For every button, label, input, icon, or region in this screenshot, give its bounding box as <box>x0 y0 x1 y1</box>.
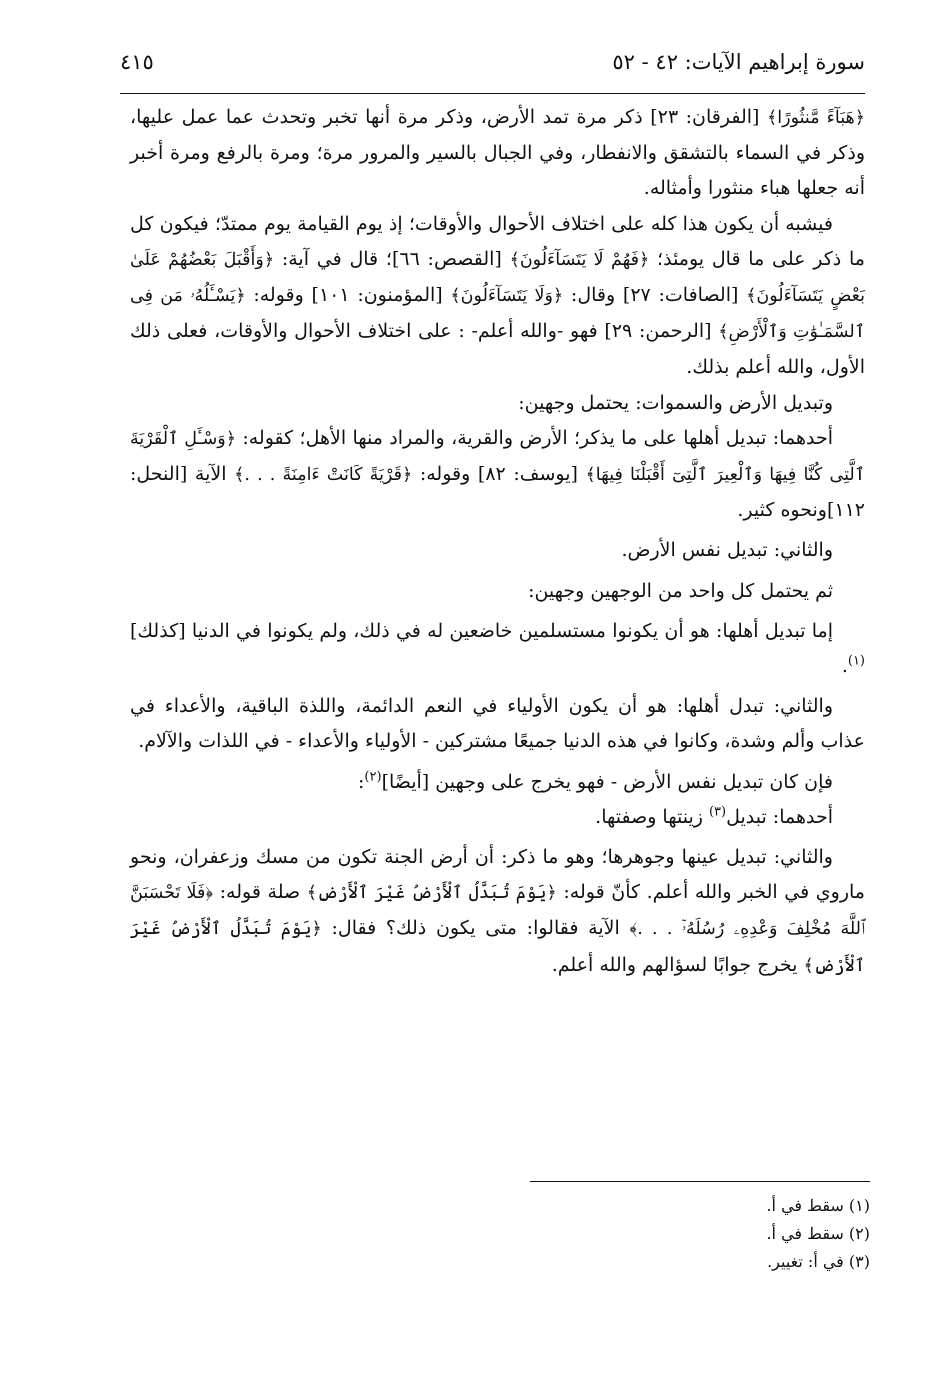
quran-quote: ﴿فَهُمْ لَا يَتَسَآءَلُونَ﴾ <box>509 249 650 270</box>
footnote-rule <box>530 1181 870 1182</box>
quran-quote: ﴿يَوْمَ تُبَدَّلُ ٱلْأَرْضُ غَيْرَ ٱلْأَرْضِ﴾ <box>130 919 865 976</box>
footnote-marker: (٣) <box>708 804 727 820</box>
text-run: فإن كان تبديل نفس الأرض - فهو يخرج على وجهين [أيضًا] <box>381 770 833 793</box>
footnote: (١) سقط في أ. <box>766 1196 870 1215</box>
text-run: أحدهما: تبديل <box>726 805 833 828</box>
text-run: يخرج جوابًا لسؤالهم والله أعلم. <box>551 953 804 976</box>
quran-quote: ﴿وَسْـَٔلِ ٱلْقَرْيَةَ ٱلَّتِى كُنَّا فِيهَا وَٱلْعِيرَ ٱلَّتِىٓ أَقْبَلْنَا فِيهَا﴾ <box>130 428 865 486</box>
text-run: صلة قوله: <box>213 881 307 904</box>
text-run: [القصص: ٦٦]؛ قال في آية: <box>274 247 510 270</box>
running-header <box>120 40 865 84</box>
quran-quote: ﴿فَلَا تَحْسَبَنَّ ٱللَّهَ مُخْلِفَ وَعْدِهِۦ رُسُلَهُۥٓ . . .﴾ <box>130 883 865 940</box>
text-run: والثاني: تبدل أهلها: هو أن يكون الأولياء في النعم الدائمة، واللذة الباقية، والأعداء في عذاب وألم وشدة، وكانوا في هذه الدنيا جميعًا مشتركين - الأولياء والأعداء - في اللذات والآلام. <box>130 695 865 753</box>
paragraph <box>130 840 865 984</box>
page-number: ٤١٥ <box>120 50 154 74</box>
paragraph <box>130 386 865 421</box>
paragraph <box>130 207 865 386</box>
paragraph <box>130 765 865 800</box>
text-run: والثاني: تبديل عينها وجوهرها؛ وهو ما ذكر: أن أرض الجنة تكون من مسك وزعفران، ونحو ماروي في الخبر والله أعلم. كأنّ قوله: <box>130 846 865 904</box>
quran-quote: ﴿وَلَا يَتَسَآءَلُونَ﴾ <box>450 286 564 307</box>
text-run: والثاني: تبديل نفس الأرض. <box>621 539 833 562</box>
quran-quote: ﴿يَوْمَ تُبَدَّلُ ٱلْأَرْضُ غَيْرَ ٱلْأَرْضِ﴾ <box>306 883 557 904</box>
text-run: [الفرقان: ٢٣] ذكر مرة تمد الأرض، وذكر مرة أنها تخبر وتحدث عما عمل عليها، وذكر في السماء بالتشقق والانفطار، وفي الجبال بالسير والمرور مرة؛ ومرة بالرفع ومرة أخبر أنه جعلها هباء منثورا وأمثاله. <box>130 106 865 200</box>
text-run: أحدهما: تبديل أهلها على ما يذكر؛ الأرض والقرية، والمراد منها الأهل؛ كقوله: <box>235 426 833 449</box>
text-run: ثم يحتمل كل واحد من الوجهين وجهين: <box>528 579 833 602</box>
paragraph <box>130 421 865 529</box>
text-run: الآية [النحل: ١١٢]ونحوه كثير. <box>130 463 865 522</box>
text-run: [الصافات: ٢٧] وقال: <box>563 284 747 307</box>
text-run: : <box>358 770 365 793</box>
paragraph <box>130 614 865 684</box>
text-run: [الرحمن: ٢٩] فهو -والله أعلم- : على اختلاف الأحوال والأوقات، فعلى ذلك الأول، والله أعلم بذلك. <box>130 320 865 379</box>
text-run: فيشبه أن يكون هذا كله على اختلاف الأحوال والأوقات؛ إذ يوم القيامة يوم ممتدّ؛ فيكون كل ما ذكر على ما قال يومئذ؛ <box>130 212 865 270</box>
quran-quote: ﴿قَرْيَةً كَانَتْ ءَامِنَةً . . .﴾ <box>234 465 413 486</box>
body-text <box>130 100 865 984</box>
text-run: وتبديل الأرض والسموات: يحتمل وجهين: <box>518 391 833 414</box>
paragraph <box>130 689 865 759</box>
quran-quote: ﴿وَأَقْبَلَ بَعْضُهُمْ عَلَىٰ بَعْضٍ يَتَسَآءَلُونَ﴾ <box>130 249 865 307</box>
footnote-marker: (٢) <box>364 769 382 785</box>
text-run: [يوسف: ٨٢] وقوله: <box>412 463 586 486</box>
paragraph <box>130 574 865 609</box>
paragraph <box>130 800 865 835</box>
footnotes <box>530 1192 870 1276</box>
text-run: الآية فقالوا: متى يكون ذلك؟ فقال: <box>321 917 630 940</box>
text-run: زينتها وصفتها. <box>595 805 709 828</box>
footnote-marker: (١) <box>847 653 865 669</box>
text-run: . <box>841 655 848 678</box>
footnote: (٢) سقط في أ. <box>766 1224 870 1243</box>
paragraph <box>130 100 865 207</box>
text-run: إما تبديل أهلها: هو أن يكونوا مستسلمين خاضعين له في ذلك، ولم يكونوا في الدنيا [كذلك] <box>130 619 833 642</box>
quran-quote: ﴿يَسْـَٔلُهُۥ مَن فِى ٱلسَّمَـٰوَٰتِ وَٱلْأَرْضِ﴾ <box>130 286 865 343</box>
quran-quote: ﴿هَبَآءً مَّنثُورًا﴾ <box>767 108 865 128</box>
chapter-title: سورة إبراهيم الآيات: ٤٢ - ٥٢ <box>612 50 865 74</box>
header-rule <box>120 93 865 94</box>
paragraph <box>130 533 865 568</box>
footnote: (٣) في أ: تغيير. <box>767 1252 870 1271</box>
text-run: [المؤمنون: ١٠١] وقوله: <box>245 284 451 307</box>
